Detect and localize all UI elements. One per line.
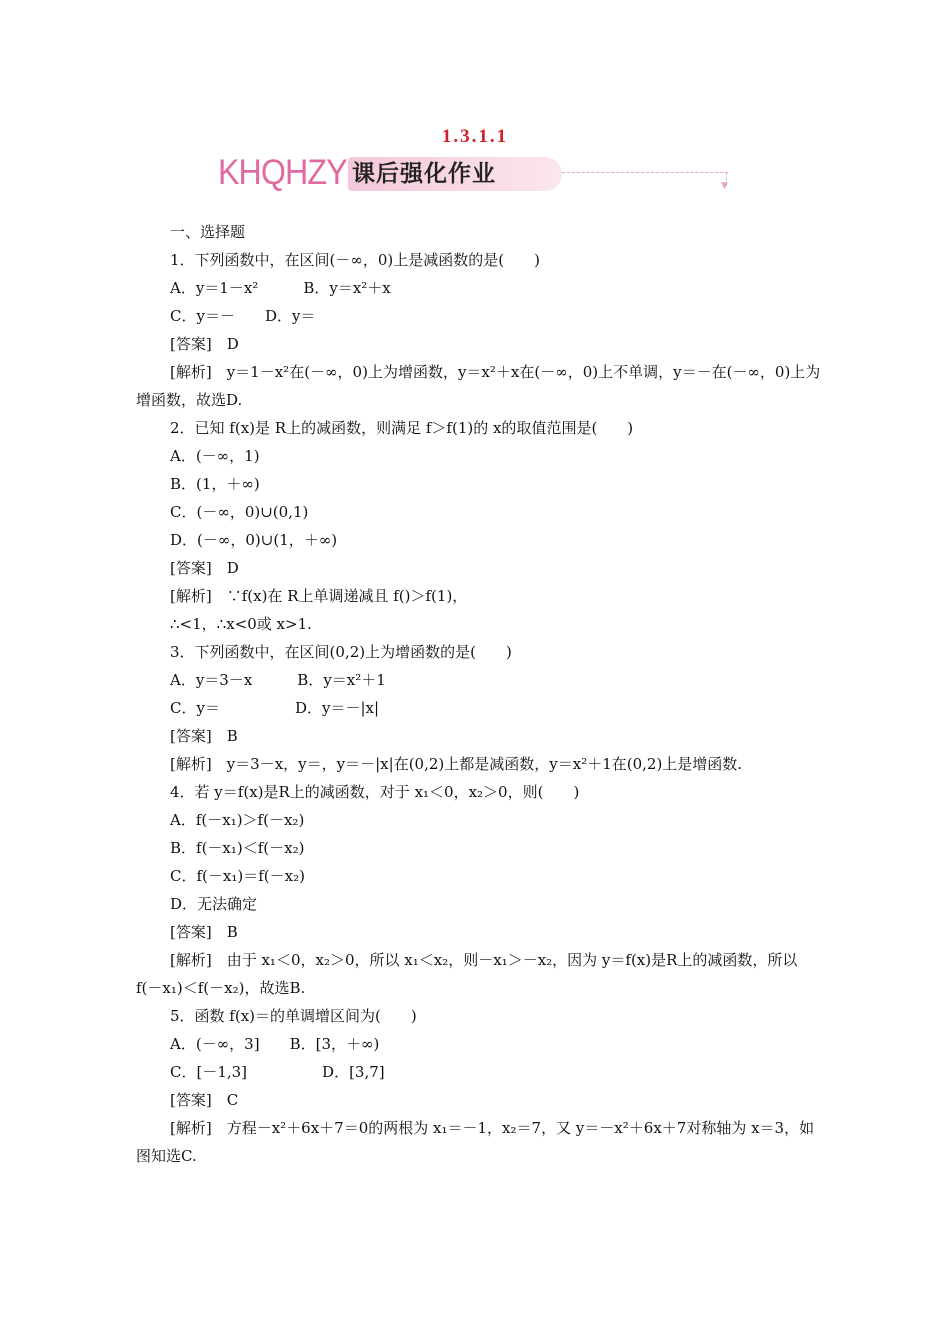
- q3-explanation: [解析] y＝3－x，y＝，y＝－|x|在(0,2)上都是减函数，y＝x²＋1在(0,2)上是增函数.: [170, 755, 743, 773]
- q4-option-c: C．f(－x₁)＝f(－x₂): [170, 867, 305, 885]
- section-number: 1.3.1.1: [441, 126, 509, 147]
- q4-answer: [答案] B: [170, 923, 238, 941]
- q2-option-a: A．(－∞，1): [170, 447, 260, 465]
- question-4: 4．若 y＝f(x)是R上的减函数，对于 x₁＜0，x₂＞0，则( ): [170, 783, 580, 801]
- banner-dashed-line: [562, 172, 728, 173]
- q2-answer: [答案] D: [170, 559, 239, 577]
- q2-option-b: B．(1，＋∞): [170, 475, 260, 493]
- q2-explanation: [解析] ∵f(x)在 R上单调递减且 f()＞f(1)，: [170, 587, 468, 605]
- q4-option-d: D．无法确定: [170, 895, 258, 913]
- q5-options-cd: C．[－1,3] D．[3,7]: [170, 1063, 385, 1081]
- homework-banner: [218, 153, 738, 195]
- q1-answer: [答案] D: [170, 335, 239, 353]
- q2-option-d: D．(－∞，0)∪(1，＋∞): [170, 531, 338, 549]
- q3-options-ab: A．y＝3－x B．y＝x²＋1: [170, 671, 386, 689]
- q2-option-c: C．(－∞，0)∪(0,1): [170, 503, 309, 521]
- question-1: 1．下列函数中，在区间(－∞，0)上是减函数的是( ): [170, 251, 540, 269]
- banner-logo: KHQHZY: [218, 153, 347, 192]
- down-arrow-icon: ▼: [721, 181, 728, 191]
- q1-options-ab: A．y＝1－x² B．y＝x²＋x: [170, 279, 391, 297]
- q5-answer: [答案] C: [170, 1091, 239, 1109]
- q1-options-cd: C．y＝－ D．y＝: [170, 307, 316, 325]
- q3-options-cd: C．y＝ D．y＝－|x|: [170, 699, 380, 717]
- q4-option-b: B．f(－x₁)＜f(－x₂): [170, 839, 305, 857]
- q1-explanation: [解析] y＝1－x²在(－∞，0)上为增函数，y＝x²＋x在(－∞，0)上不单调，y＝－在(－∞，0)上为增函数，故选D.: [136, 363, 821, 409]
- question-5: 5．函数 f(x)＝的单调增区间为( ): [170, 1007, 417, 1025]
- q5-options-ab: A．(－∞，3] B．[3，＋∞): [170, 1035, 380, 1053]
- question-3: 3．下列函数中，在区间(0,2)上为增函数的是( ): [170, 643, 512, 661]
- banner-title: 课后强化作业: [352, 161, 496, 187]
- q4-option-a: A．f(－x₁)＞f(－x₂): [170, 811, 305, 829]
- q2-explanation-cont: ∴<1，∴x<0或 x>1.: [170, 615, 312, 633]
- q3-answer: [答案] B: [170, 727, 238, 745]
- q5-explanation: [解析] 方程－x²＋6x＋7＝0的两根为 x₁＝－1，x₂＝7，又 y＝－x²＋6x＋7对称轴为 x＝3，如图知选C.: [136, 1119, 815, 1165]
- section-heading: 一、选择题: [170, 223, 246, 241]
- exercise-content: [136, 218, 826, 1170]
- q4-explanation: [解析] 由于 x₁＜0，x₂＞0，所以 x₁＜x₂，则－x₁＞－x₂，因为 y＝f(x)是R上的减函数，所以 f(－x₁)＜f(－x₂)，故选B.: [136, 951, 798, 997]
- question-2: 2．已知 f(x)是 R上的减函数，则满足 f＞f(1)的 x的取值范围是( ): [170, 419, 634, 437]
